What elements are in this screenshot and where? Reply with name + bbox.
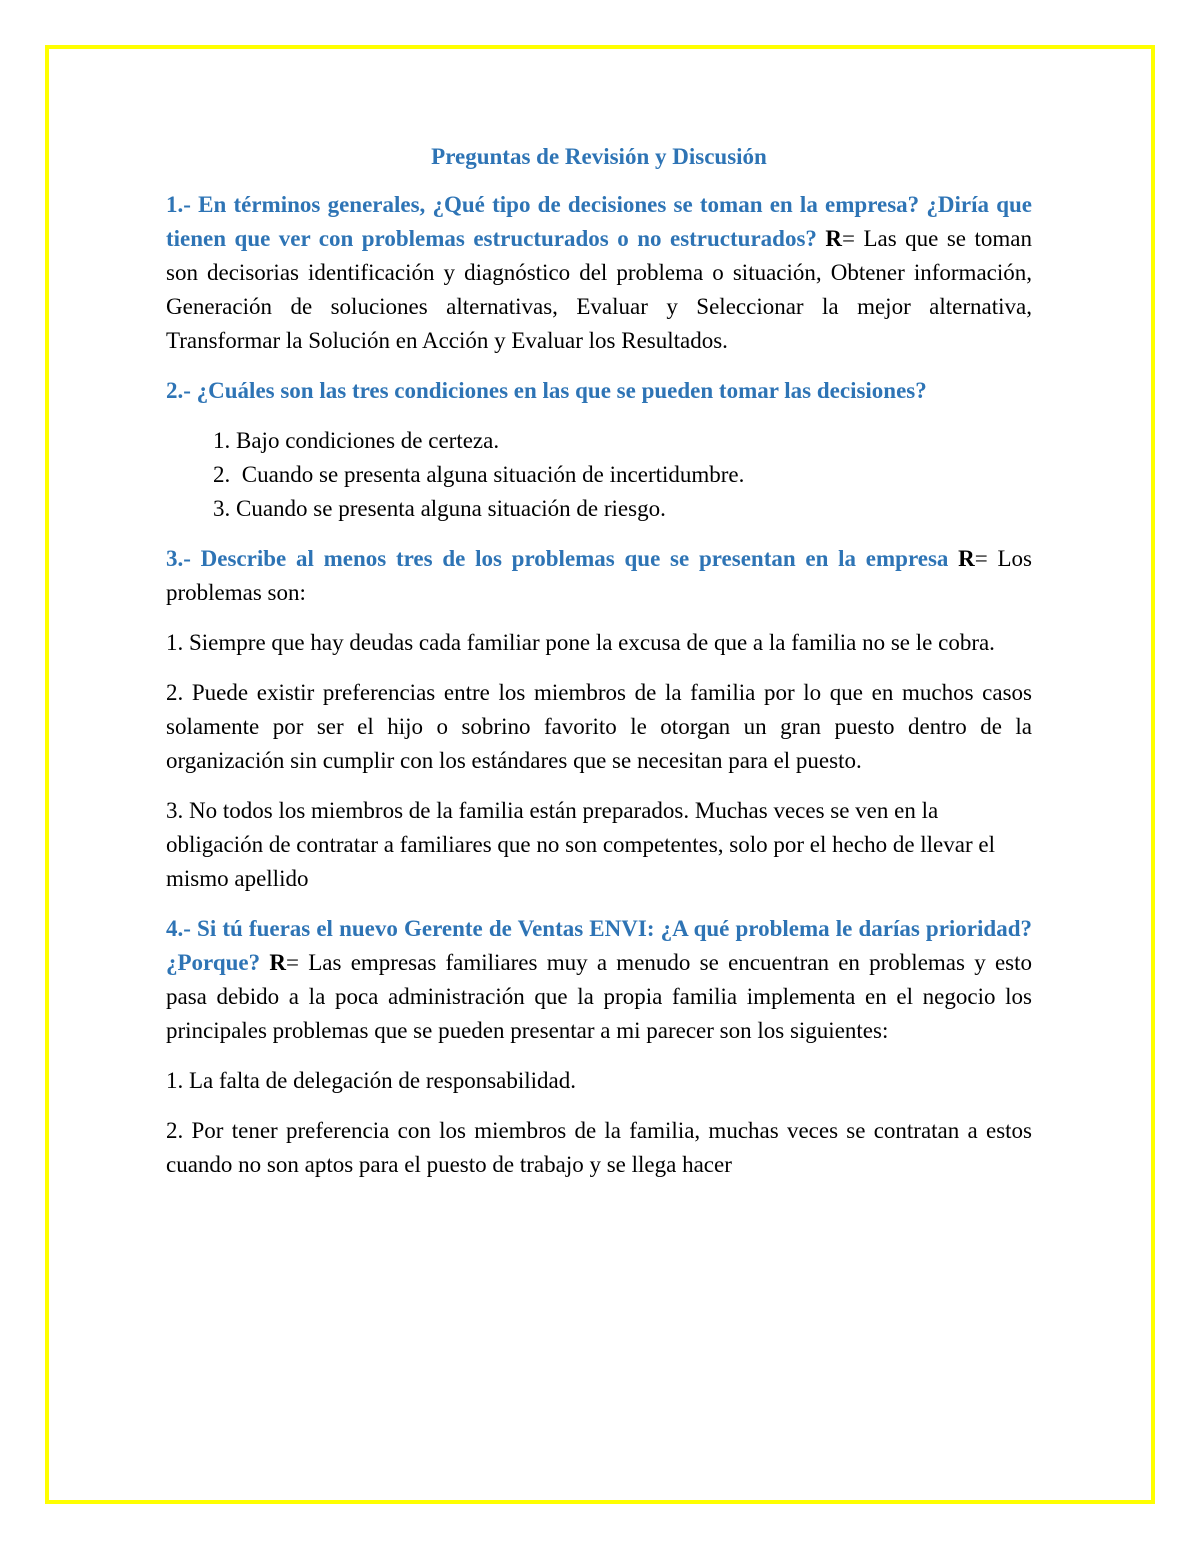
answer-4-label: R: [269, 950, 287, 975]
priority-point-2: 2. Por tener preferencia con los miembros de la familia, muchas veces se contratan a estos cuando no son aptos para el puesto de trabajo y se llega hacer: [166, 1118, 1032, 1177]
answer-3-text: = Los problemas son:: [166, 546, 1033, 605]
question-2-text: 2.- ¿Cuáles son las tres condiciones en las que se pueden tomar las decisiones?: [166, 378, 927, 403]
problem-point-3: 3. No todos los miembros de la familia están preparados. Muchas veces se ven en la obligación de contratar a familiares que no son competentes, solo por el hecho de llevar el mismo apellido: [166, 798, 995, 891]
document-body: [166, 140, 1032, 1198]
question-4-paragraph: [166, 912, 1032, 1048]
question-4-text: 4.- Si tú fueras el nuevo Gerente de Ventas ENVI: ¿A qué problema le darías prioridad? ¿Porque?: [166, 916, 1032, 975]
priority-point-1: 1. La falta de delegación de responsabilidad.: [166, 1068, 577, 1093]
answer-1-label: R: [825, 226, 843, 251]
condition-item-2: 2. Cuando se presenta alguna situación de incertidumbre.: [236, 458, 1032, 492]
document-title: Preguntas de Revisión y Discusión: [431, 144, 767, 169]
answer-4-text: = Las empresas familiares muy a menudo se encuentran en problemas y esto pasa debido a la poca administración que la propia familia implementa en el negocio los principales problemas que se pueden presentar a mi parecer son los siguientes:: [166, 950, 1033, 1043]
problem-point-2: 2. Puede existir preferencias entre los miembros de la familia por lo que en muchos casos solamente por ser el hijo o sobrino favorito le otorgan un gran puesto dentro de la organización sin cumplir con los estándares que se necesitan para el puesto.: [166, 680, 1032, 773]
question-3-text: 3.- Describe al menos tres de los problemas que se presentan en la empresa: [166, 546, 949, 571]
question-2-paragraph: [166, 374, 1032, 408]
answer-3-label: R: [958, 546, 975, 571]
conditions-list: [166, 424, 1032, 526]
question-3-paragraph: [166, 542, 1032, 610]
answer-1-text: = Las que se toman son decisorias identificación y diagnóstico del problema o situación, Obtener información, Generación de soluciones alternativas, Evaluar y Seleccionar la mejor alternativa, Transformar la Solución en Acción y Evaluar los Resultados.: [166, 226, 1032, 353]
question-1-paragraph: [166, 188, 1032, 358]
condition-item-3: 3. Cuando se presenta alguna situación de riesgo.: [236, 492, 1032, 526]
condition-item-1: 1. Bajo condiciones de certeza.: [236, 424, 1032, 458]
question-1-text: 1.- En términos generales, ¿Qué tipo de decisiones se toman en la empresa? ¿Diría que tienen que ver con problemas estructurados o no estructurados?: [166, 192, 1032, 251]
problem-point-1: 1. Siempre que hay deudas cada familiar pone la excusa de que a la familia no se le cobra.: [166, 630, 995, 655]
